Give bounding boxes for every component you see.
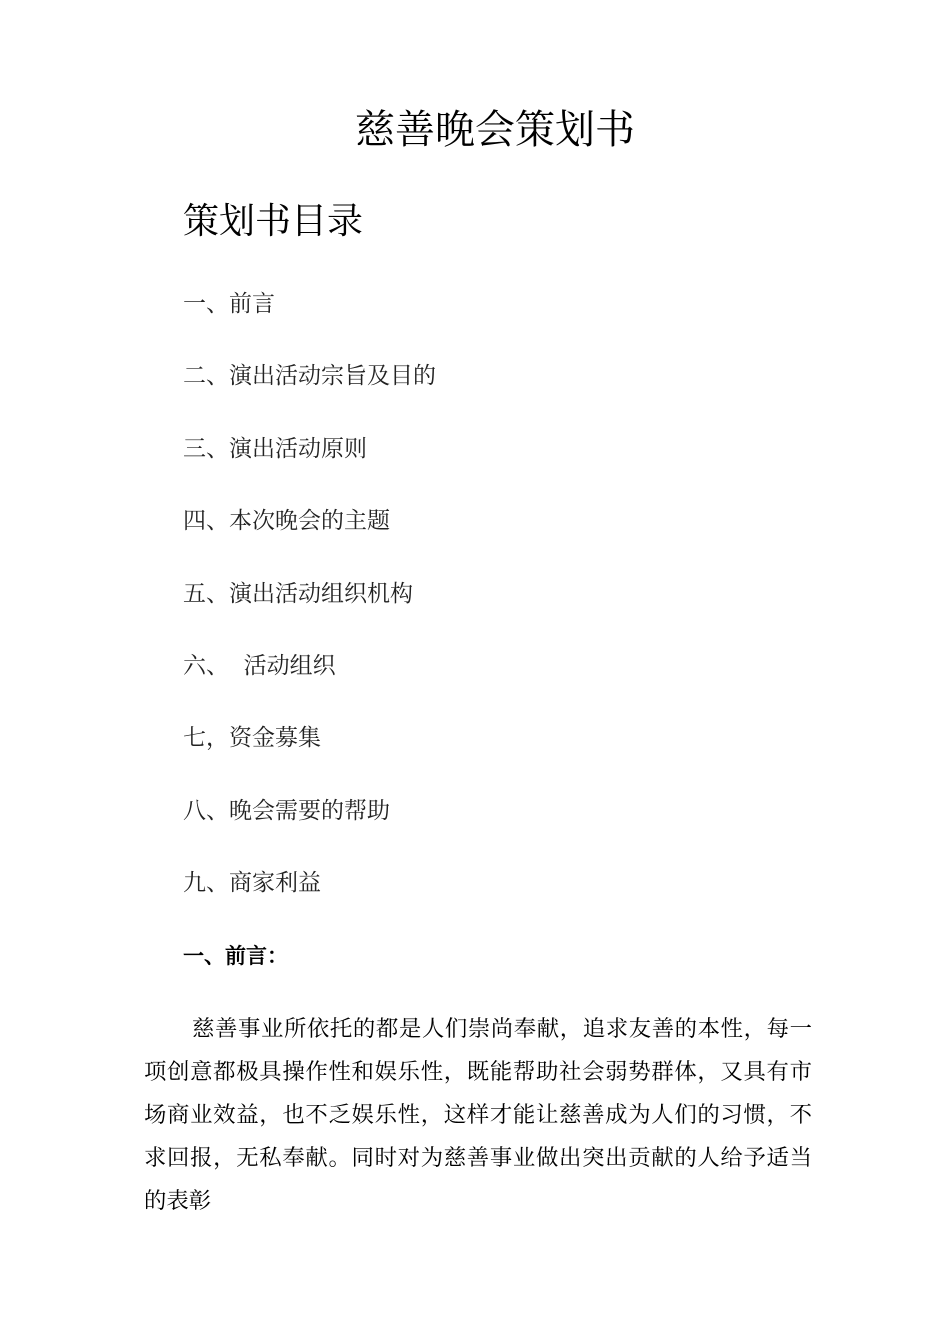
toc-item-fundraising: 七，资金募集 [183, 725, 321, 752]
toc-item-activities: 六、 活动组织 [183, 652, 336, 679]
toc-item-purpose: 二、演出活动宗旨及目的 [183, 363, 436, 390]
document-title: 慈善晚会策划书 [355, 107, 635, 153]
toc-list [183, 284, 436, 936]
toc-item-merchant-benefits: 九、商家利益 [183, 870, 321, 897]
preface-paragraph: 慈善事业所依托的都是人们崇尚奉献，追求友善的本性，每一项创意都极具操作性和娱乐性，既能帮助社会弱势群体，又具有市场商业效益，也不乏娱乐性，这样才能让慈善成为人们的习惯，不求回报，无私奉献。同时对为慈善事业做出突出贡献的人给予适当的表彰 [144, 1016, 812, 1214]
toc-item-preface: 一、前言 [183, 291, 275, 317]
toc-item-theme: 四、本次晚会的主题 [183, 508, 390, 535]
section-heading-preface: 一、前言： [183, 944, 288, 968]
toc-item-organization: 五、演出活动组织机构 [183, 580, 413, 607]
toc-heading: 策划书目录 [183, 201, 364, 242]
toc-item-principles: 三、演出活动原则 [183, 435, 367, 462]
toc-item-help-needed: 八、晚会需要的帮助 [183, 797, 390, 824]
